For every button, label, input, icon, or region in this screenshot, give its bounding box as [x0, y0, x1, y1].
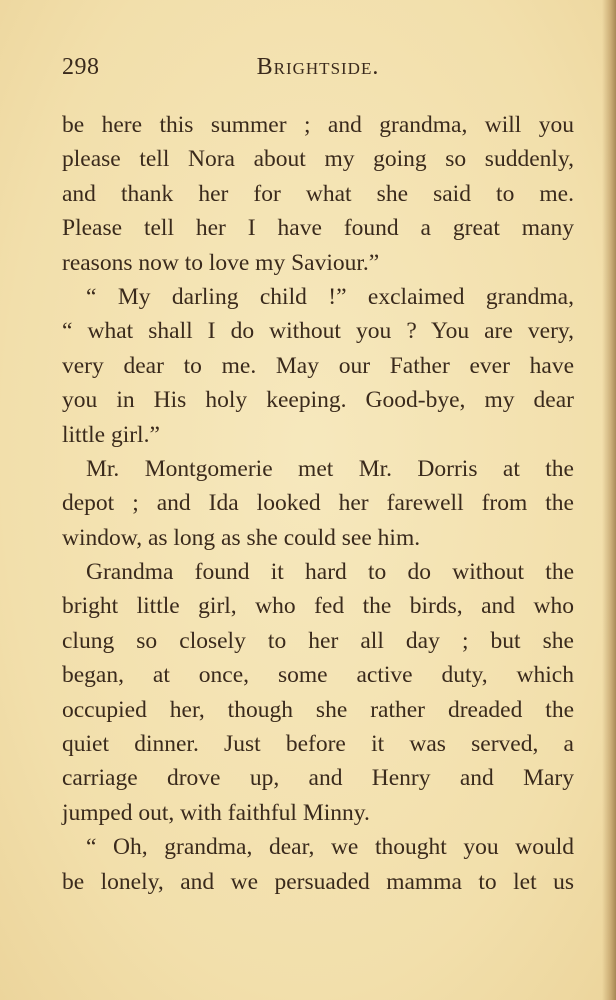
body-text	[62, 108, 574, 899]
text-line: “ Oh, grandma, dear, we thought you would	[86, 834, 574, 861]
text-line: Please tell her I have found a great many	[62, 215, 574, 242]
text-line: reasons now to love my Saviour.”	[62, 249, 380, 276]
text-line: and thank her for what she said to me.	[62, 180, 574, 207]
text-line: window, as long as she could see him.	[62, 524, 421, 551]
text-line: “ what shall I do without you ? You are very,	[62, 318, 574, 345]
text-line: quiet dinner. Just before it was served, a	[62, 731, 574, 758]
text-line: jumped out, with faithful Minny.	[62, 799, 370, 826]
page-edge-shadow	[602, 0, 616, 1000]
text-line: bright little girl, who fed the birds, and who	[62, 593, 574, 620]
running-head: Brightside.	[256, 54, 380, 80]
text-line: clung so closely to her all day ; but she	[62, 627, 574, 654]
text-line: “ My darling child !” exclaimed grandma,	[86, 283, 574, 310]
text-line: occupied her, though she rather dreaded the	[62, 696, 574, 723]
text-line: little girl.”	[62, 421, 160, 448]
text-line: you in His holy keeping. Good-bye, my dear	[62, 387, 574, 414]
text-line: carriage drove up, and Henry and Mary	[62, 765, 574, 792]
text-line: Mr. Montgomerie met Mr. Dorris at the	[86, 455, 574, 482]
page-header	[62, 54, 574, 86]
text-line: please tell Nora about my going so suddenly,	[62, 146, 574, 173]
text-line: be here this summer ; and grandma, will you	[62, 112, 574, 138]
page-number: 298	[62, 54, 100, 80]
text-line: began, at once, some active duty, which	[62, 662, 574, 689]
text-line: depot ; and Ida looked her farewell from the	[62, 490, 574, 517]
text-line: Grandma found it hard to do without the	[86, 559, 574, 586]
text-line: very dear to me. May our Father ever have	[62, 352, 574, 379]
text-line: be lonely, and we persuaded mamma to let us	[62, 868, 574, 895]
